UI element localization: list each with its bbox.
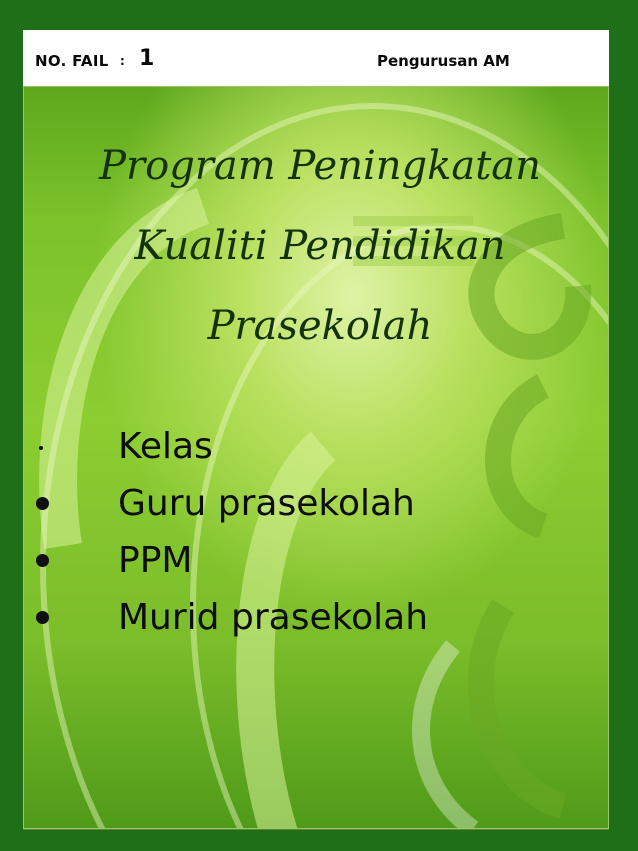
bottom-divider	[23, 829, 609, 830]
bullet-text: PPM	[118, 540, 193, 581]
cover-panel	[23, 86, 609, 829]
header-box	[23, 30, 609, 86]
title-line-1: Program Peningkatan	[99, 143, 541, 189]
department-label: Pengurusan AM	[377, 52, 510, 70]
cover-title	[59, 126, 581, 366]
file-number-colon: :	[120, 54, 125, 68]
list-item	[23, 475, 609, 532]
title-line-3: Prasekolah	[207, 303, 433, 349]
file-number-label: NO. FAIL	[35, 52, 109, 70]
list-item	[23, 532, 609, 589]
list-item	[23, 589, 609, 646]
bullet-text: Kelas	[118, 426, 213, 467]
title-line-2: Kualiti Pendidikan	[134, 223, 506, 269]
bullet-list	[23, 418, 609, 646]
bullet-icon	[36, 497, 49, 510]
bullet-icon	[36, 554, 49, 567]
list-item	[23, 418, 609, 475]
bullet-icon	[39, 446, 43, 450]
bullet-icon	[36, 611, 49, 624]
file-number-value: 1	[139, 46, 155, 71]
bullet-text: Murid prasekolah	[118, 597, 429, 638]
bullet-text: Guru prasekolah	[118, 483, 415, 524]
